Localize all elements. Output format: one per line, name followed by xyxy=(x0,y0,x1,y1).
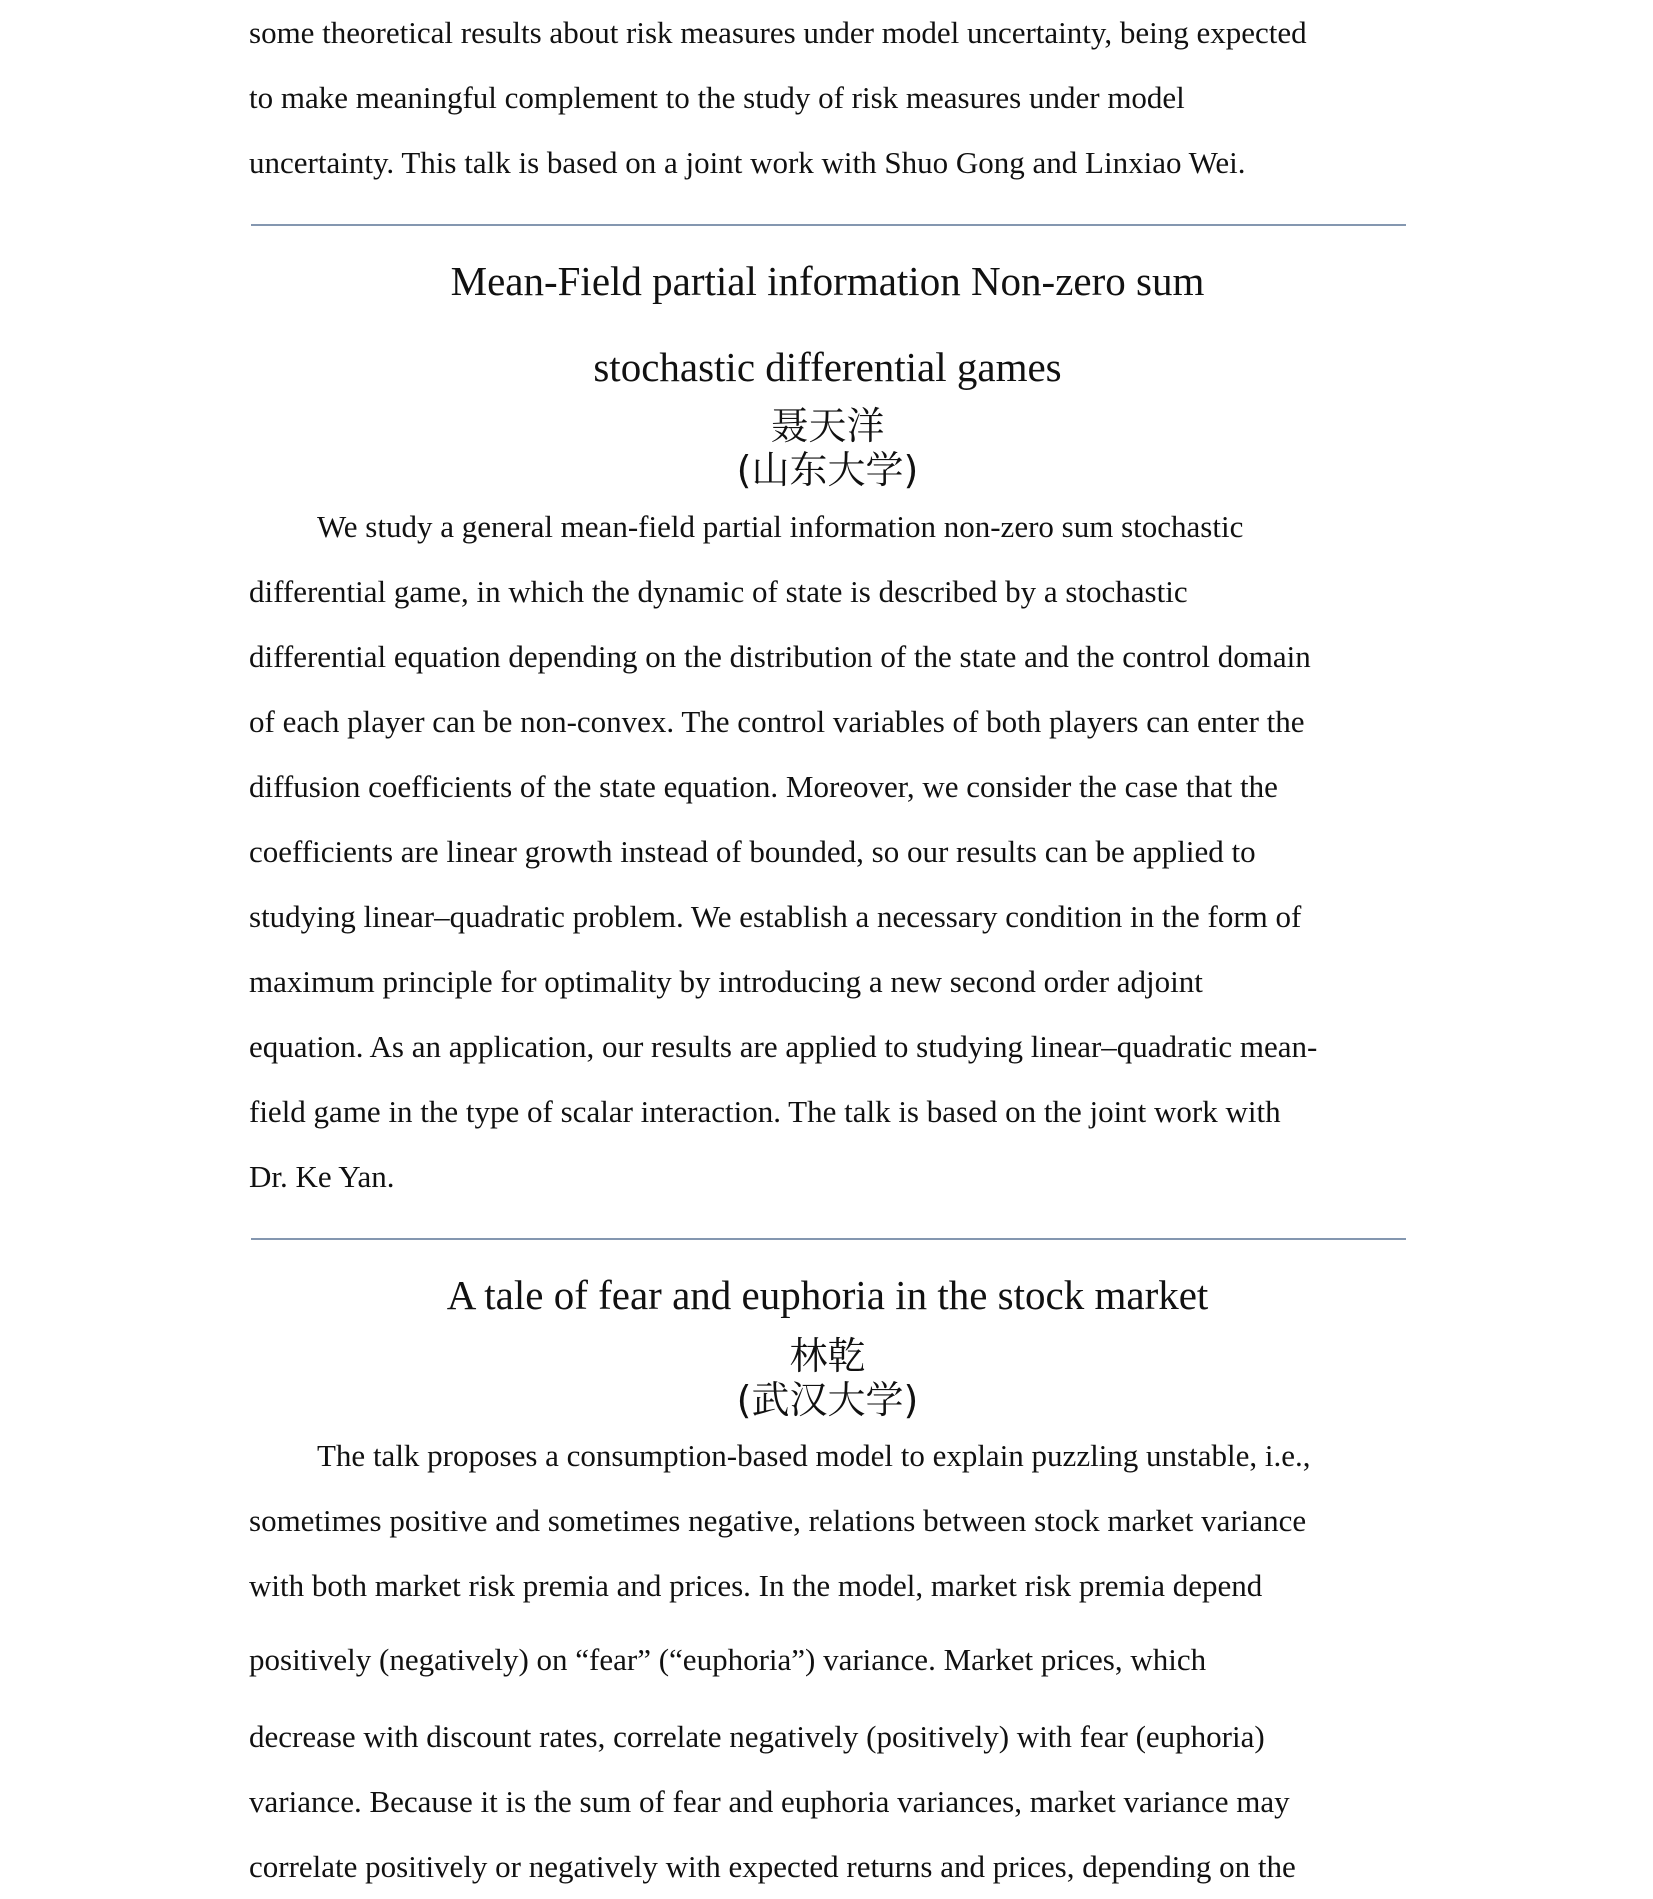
text-line: We study a general mean-field partial information non-zero sum stochastic xyxy=(317,509,1244,544)
text-line: uncertainty. This talk is based on a joint work with Shuo Gong and Linxiao Wei. xyxy=(249,145,1246,180)
text-line: positively (negatively) on “fear” (“euphoria”) variance. Market prices, which xyxy=(249,1642,1207,1677)
text-line: differential game, in which the dynamic of state is described by a stochastic xyxy=(249,574,1188,609)
speaker-name: 林乾 xyxy=(789,1334,866,1378)
talk-title-line: Mean-Field partial information Non-zero sum xyxy=(450,258,1205,304)
abstract-paragraph xyxy=(249,494,1406,1209)
text-line: Dr. Ke Yan. xyxy=(249,1159,395,1194)
text-line: maximum principle for optimality by introducing a new second order adjoint xyxy=(249,964,1203,999)
text-line: with both market risk premia and prices. In the model, market risk premia depend xyxy=(249,1568,1263,1603)
text-line: sometimes positive and sometimes negative, relations between stock market variance xyxy=(249,1503,1307,1538)
speaker-affiliation: (山东大学) xyxy=(736,448,919,492)
section-divider xyxy=(251,1238,1406,1240)
talk-title: A tale of fear and euphoria in the stock market xyxy=(446,1272,1209,1318)
text-line: equation. As an application, our results are applied to studying linear–quadratic mean- xyxy=(249,1029,1318,1064)
text-line: correlate positively or negatively with expected returns and prices, depending on the xyxy=(249,1849,1296,1884)
text-line: diffusion coefficients of the state equation. Moreover, we consider the case that the xyxy=(249,769,1278,804)
abstract-paragraph-continued xyxy=(249,0,1406,195)
speaker-affiliation: (武汉大学) xyxy=(736,1378,919,1422)
text-line: decrease with discount rates, correlate negatively (positively) with fear (euphoria) xyxy=(249,1719,1265,1754)
text-line: differential equation depending on the distribution of the state and the control domain xyxy=(249,639,1311,674)
text-line: some theoretical results about risk measures under model uncertainty, being expected xyxy=(249,15,1307,50)
talk-title-line: stochastic differential games xyxy=(593,344,1062,390)
text-line: variance. Because it is the sum of fear and euphoria variances, market variance may xyxy=(249,1784,1290,1819)
text-line: coefficients are linear growth instead of bounded, so our results can be applied to xyxy=(249,834,1256,869)
text-line: field game in the type of scalar interaction. The talk is based on the joint work with xyxy=(249,1094,1281,1129)
abstract-paragraph xyxy=(249,1423,1406,1899)
speaker-name: 聂天洋 xyxy=(770,404,885,448)
text-line: to make meaningful complement to the study of risk measures under model xyxy=(249,80,1185,115)
text-line: of each player can be non-convex. The control variables of both players can enter the xyxy=(249,704,1305,739)
section-divider xyxy=(251,224,1406,226)
text-line: The talk proposes a consumption-based model to explain puzzling unstable, i.e., xyxy=(317,1438,1311,1473)
text-line: studying linear–quadratic problem. We establish a necessary condition in the form of xyxy=(249,899,1302,934)
